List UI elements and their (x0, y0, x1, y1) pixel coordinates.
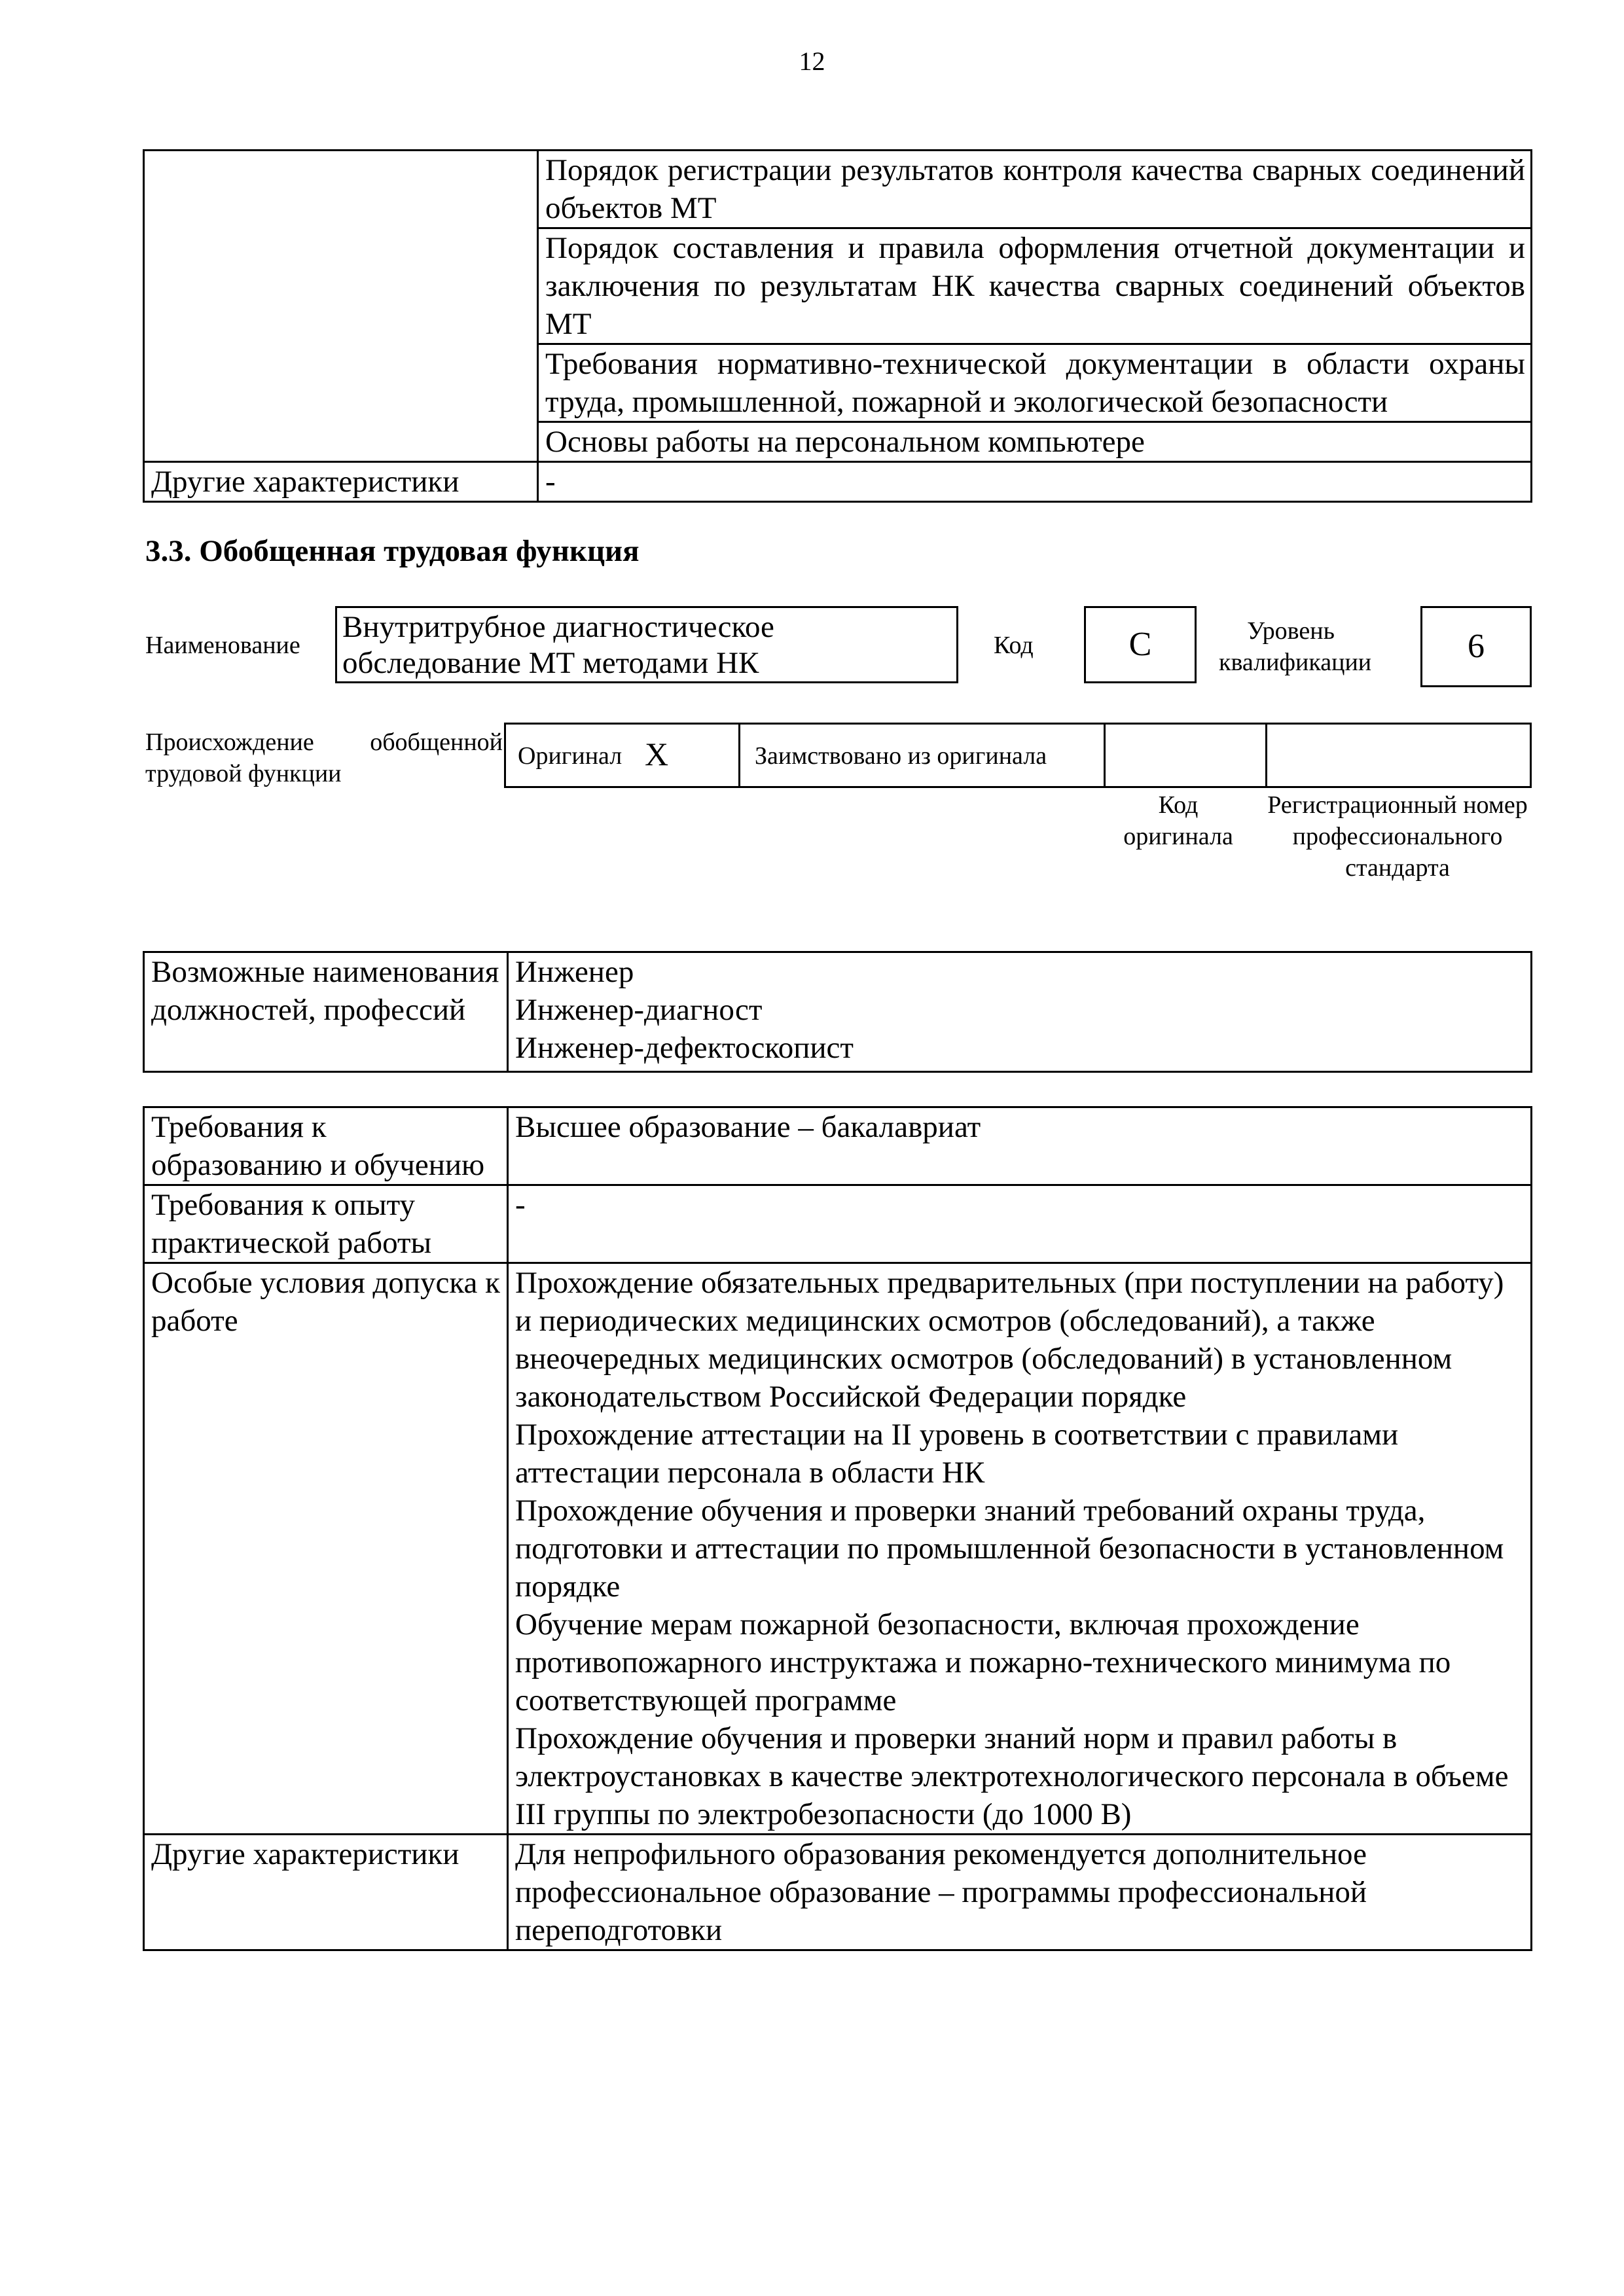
other-characteristics-value (508, 1835, 1532, 1950)
list-item: - (515, 1188, 526, 1222)
caption-code-original: Код оригинала (1123, 791, 1233, 850)
list-item: Инженер (515, 955, 634, 989)
table-row (144, 952, 1532, 1072)
education-value (508, 1107, 1532, 1185)
code-label: Код (994, 632, 1034, 659)
list-item: Обучение мерам пожарной безопасности, включая прохождение противопожарного инструктажа и пожарно-технического минимума по соответствующей программе (515, 1607, 1451, 1717)
list-item: Прохождение обязательных предварительных (при поступлении на работу) и периодических медицинских осмотров (обследований), а также внеочередных медицинских осмотров (обследований) в установленном законодательством Российской Федерации порядке (515, 1266, 1504, 1414)
origin-label: Происхождение обобщенной трудовой функции (145, 728, 503, 787)
requirements-table (143, 1106, 1532, 1951)
origin-boxes (504, 723, 1532, 788)
other-characteristics-label: Другие характеристики (144, 462, 538, 502)
positions-values (508, 952, 1532, 1072)
original-cell (506, 725, 740, 786)
table-row (144, 1185, 1532, 1263)
list-item: Прохождение аттестации на II уровень в соответствии с правилами аттестации персонала в области НК (515, 1418, 1399, 1490)
list-item: Высшее образование – бакалавриат (515, 1110, 981, 1144)
continuation-table (143, 149, 1532, 503)
other-characteristics-value: - (538, 462, 1532, 502)
borrowed-divider (1104, 725, 1106, 786)
list-item: Прохождение обучения и проверки знаний требований охраны труда, подготовки и аттестации по промышленной безопасности в установленном порядке (515, 1494, 1504, 1604)
list-item: Инженер-диагност (515, 993, 763, 1027)
section-heading: 3.3. Обобщенная трудовая функция (145, 534, 640, 568)
knowledge-item: Основы работы на персональном компьютере (538, 422, 1532, 462)
list-item: Прохождение обучения и проверки знаний норм и правил работы в электроустановках в качестве электротехнологического персонала в объеме III группы по электробезопасности (до 1000 В) (515, 1721, 1509, 1831)
table-row (144, 1107, 1532, 1185)
regnum-cell (1265, 725, 1527, 786)
table-row (144, 1835, 1532, 1950)
knowledge-item: Требования нормативно-технической документации в области охраны труда, промышленной, пожарной и экологической безопасности (538, 344, 1532, 422)
table-row (144, 462, 1532, 502)
table-row (144, 1263, 1532, 1835)
special-conditions-value (508, 1263, 1532, 1835)
function-name-box: Внутритрубное диагностическое обследование МТ методами НК (335, 606, 958, 683)
positions-table (143, 951, 1532, 1073)
borrowed-cell: Заимствовано из оригинала (755, 742, 1047, 770)
knowledge-item: Порядок составления и правила оформления отчетной документации и заключения по результатам НК качества сварных соединений объектов МТ (538, 228, 1532, 344)
other-characteristics-label: Другие характеристики (144, 1835, 508, 1950)
list-item: Инженер-дефектоскопист (515, 1031, 854, 1065)
list-item: Для непрофильного образования рекомендуется дополнительное профессиональное образование – программы профессиональной переподготовки (515, 1837, 1367, 1947)
special-conditions-label: Особые условия допуска к работе (144, 1263, 508, 1835)
caption-registration-number: Регистрационный номер профессионального стандарта (1267, 791, 1528, 882)
empty-label-cell (144, 151, 538, 462)
experience-label: Требования к опыту практической работы (144, 1185, 508, 1263)
experience-value (508, 1185, 1532, 1263)
original-mark: X (645, 736, 669, 772)
knowledge-item: Порядок регистрации результатов контроля качества сварных соединений объектов МТ (538, 151, 1532, 228)
code-value-box: C (1084, 606, 1197, 683)
original-label: Оригинал (518, 742, 623, 770)
education-label: Требования к образованию и обучению (144, 1107, 508, 1185)
name-label: Наименование (145, 632, 300, 659)
table-row (144, 151, 1532, 228)
level-label: Уровень квалификации (1219, 617, 1372, 676)
level-value-box: 6 (1420, 606, 1532, 687)
page-number: 12 (799, 46, 825, 76)
positions-label: Возможные наименования должностей, профессий (144, 952, 508, 1072)
